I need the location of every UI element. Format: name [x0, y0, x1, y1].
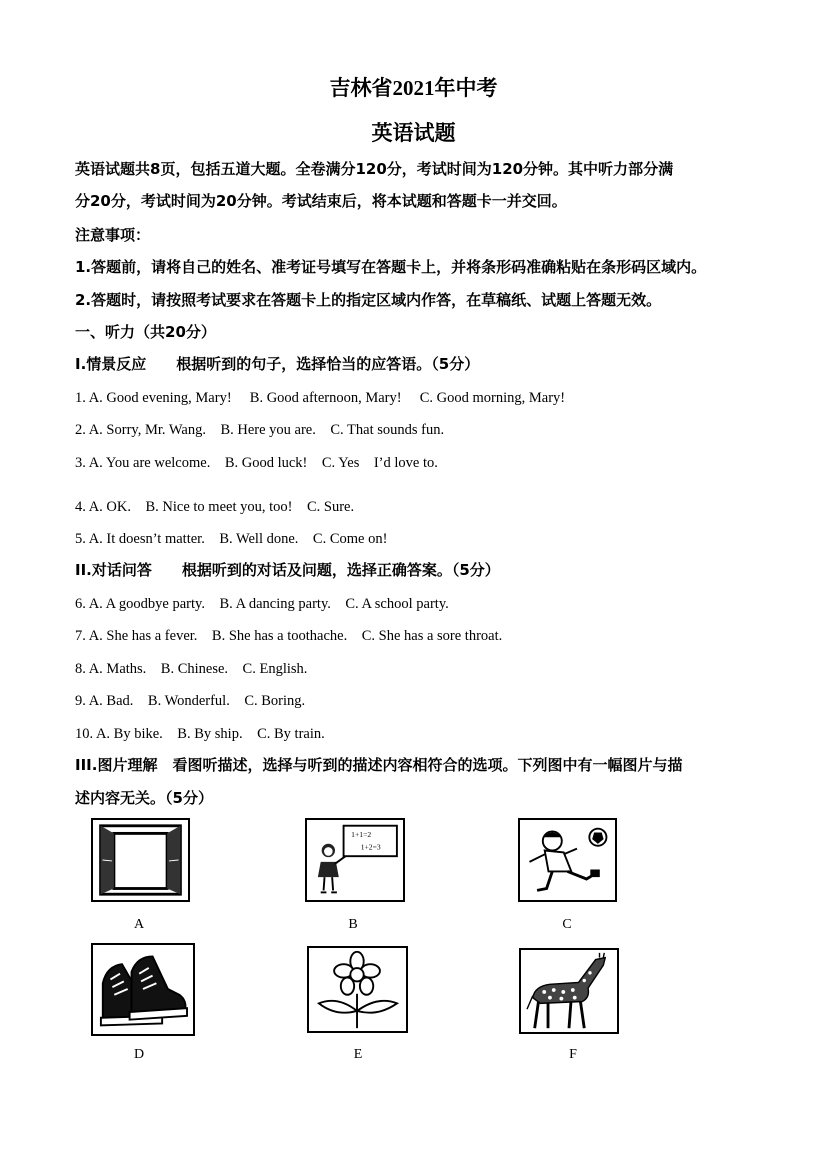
window-icon: [91, 818, 190, 902]
question-2: 2. A. Sorry, Mr. Wang. B. Here you are. C. That sounds fun.: [75, 422, 445, 438]
section-heading-listening: 一、听力（共20分）: [75, 323, 216, 341]
question-3: 3. A. You are welcome. B. Good luck! C. Yes I’d love to.: [75, 455, 438, 471]
picture-label-c: C: [562, 917, 572, 932]
picture-label-d: D: [133, 1047, 145, 1062]
page-title: 吉林省2021年中考: [329, 76, 498, 100]
part3-heading-line-2: 述内容无关。（5分）: [75, 789, 213, 807]
question-8: 8. A. Maths. B. Chinese. C. English.: [75, 661, 308, 677]
picture-label-e: E: [353, 1047, 363, 1062]
picture-label-a: A: [133, 917, 145, 932]
board-text-1: 1+1=2: [351, 830, 372, 840]
notice-item-2: 2.答题时，请按照考试要求在答题卡上的指定区域内作答，在草稿纸、试题上答题无效。: [75, 291, 662, 309]
intro-line-2: 分20分，考试时间为20分钟。考试结束后，将本试题和答题卡一并交回。: [75, 192, 567, 210]
notice-item-1: 1.答题前，请将自己的姓名、准考证号填写在答题卡上，并将条形码准确粘贴在条形码区域内。: [75, 258, 707, 276]
notice-heading: 注意事项：: [75, 226, 151, 244]
sneakers-icon: [91, 943, 195, 1036]
question-1: 1. A. Good evening, Mary! B. Good afternoon, Mary! C. Good morning, Mary!: [75, 390, 566, 406]
giraffe-icon: [519, 948, 619, 1034]
question-4: 4. A. OK. B. Nice to meet you, too! C. Sure.: [75, 499, 355, 515]
girl-blackboard-icon: [305, 818, 405, 902]
question-7: 7. A. She has a fever. B. She has a toothache. C. She has a sore throat.: [75, 628, 503, 644]
part1-heading: I.情景反应 根据听到的句子，选择恰当的应答语。（5分）: [75, 355, 480, 373]
boy-football-icon: [518, 818, 617, 902]
part2-heading: II.对话问答 根据听到的对话及问题，选择正确答案。（5分）: [75, 561, 500, 579]
board-text-2: 1+2=3: [360, 842, 381, 852]
question-9: 9. A. Bad. B. Wonderful. C. Boring.: [75, 693, 306, 709]
picture-label-b: B: [348, 917, 358, 932]
question-5: 5. A. It doesn’t matter. B. Well done. C. Come on!: [75, 531, 388, 547]
flower-icon: [307, 946, 408, 1033]
part3-heading-line-1: III.图片理解 看图听描述，选择与听到的描述内容相符合的选项。下列图中有一幅图片与描: [75, 756, 683, 774]
intro-line-1: 英语试题共8页，包括五道大题。全卷满分120分，考试时间为120分钟。其中听力部分满: [75, 160, 674, 178]
picture-label-f: F: [569, 1047, 577, 1062]
question-10: 10. A. By bike. B. By ship. C. By train.: [75, 726, 325, 742]
page-subtitle: 英语试题: [371, 121, 456, 145]
question-6: 6. A. A goodbye party. B. A dancing party. C. A school party.: [75, 596, 449, 612]
